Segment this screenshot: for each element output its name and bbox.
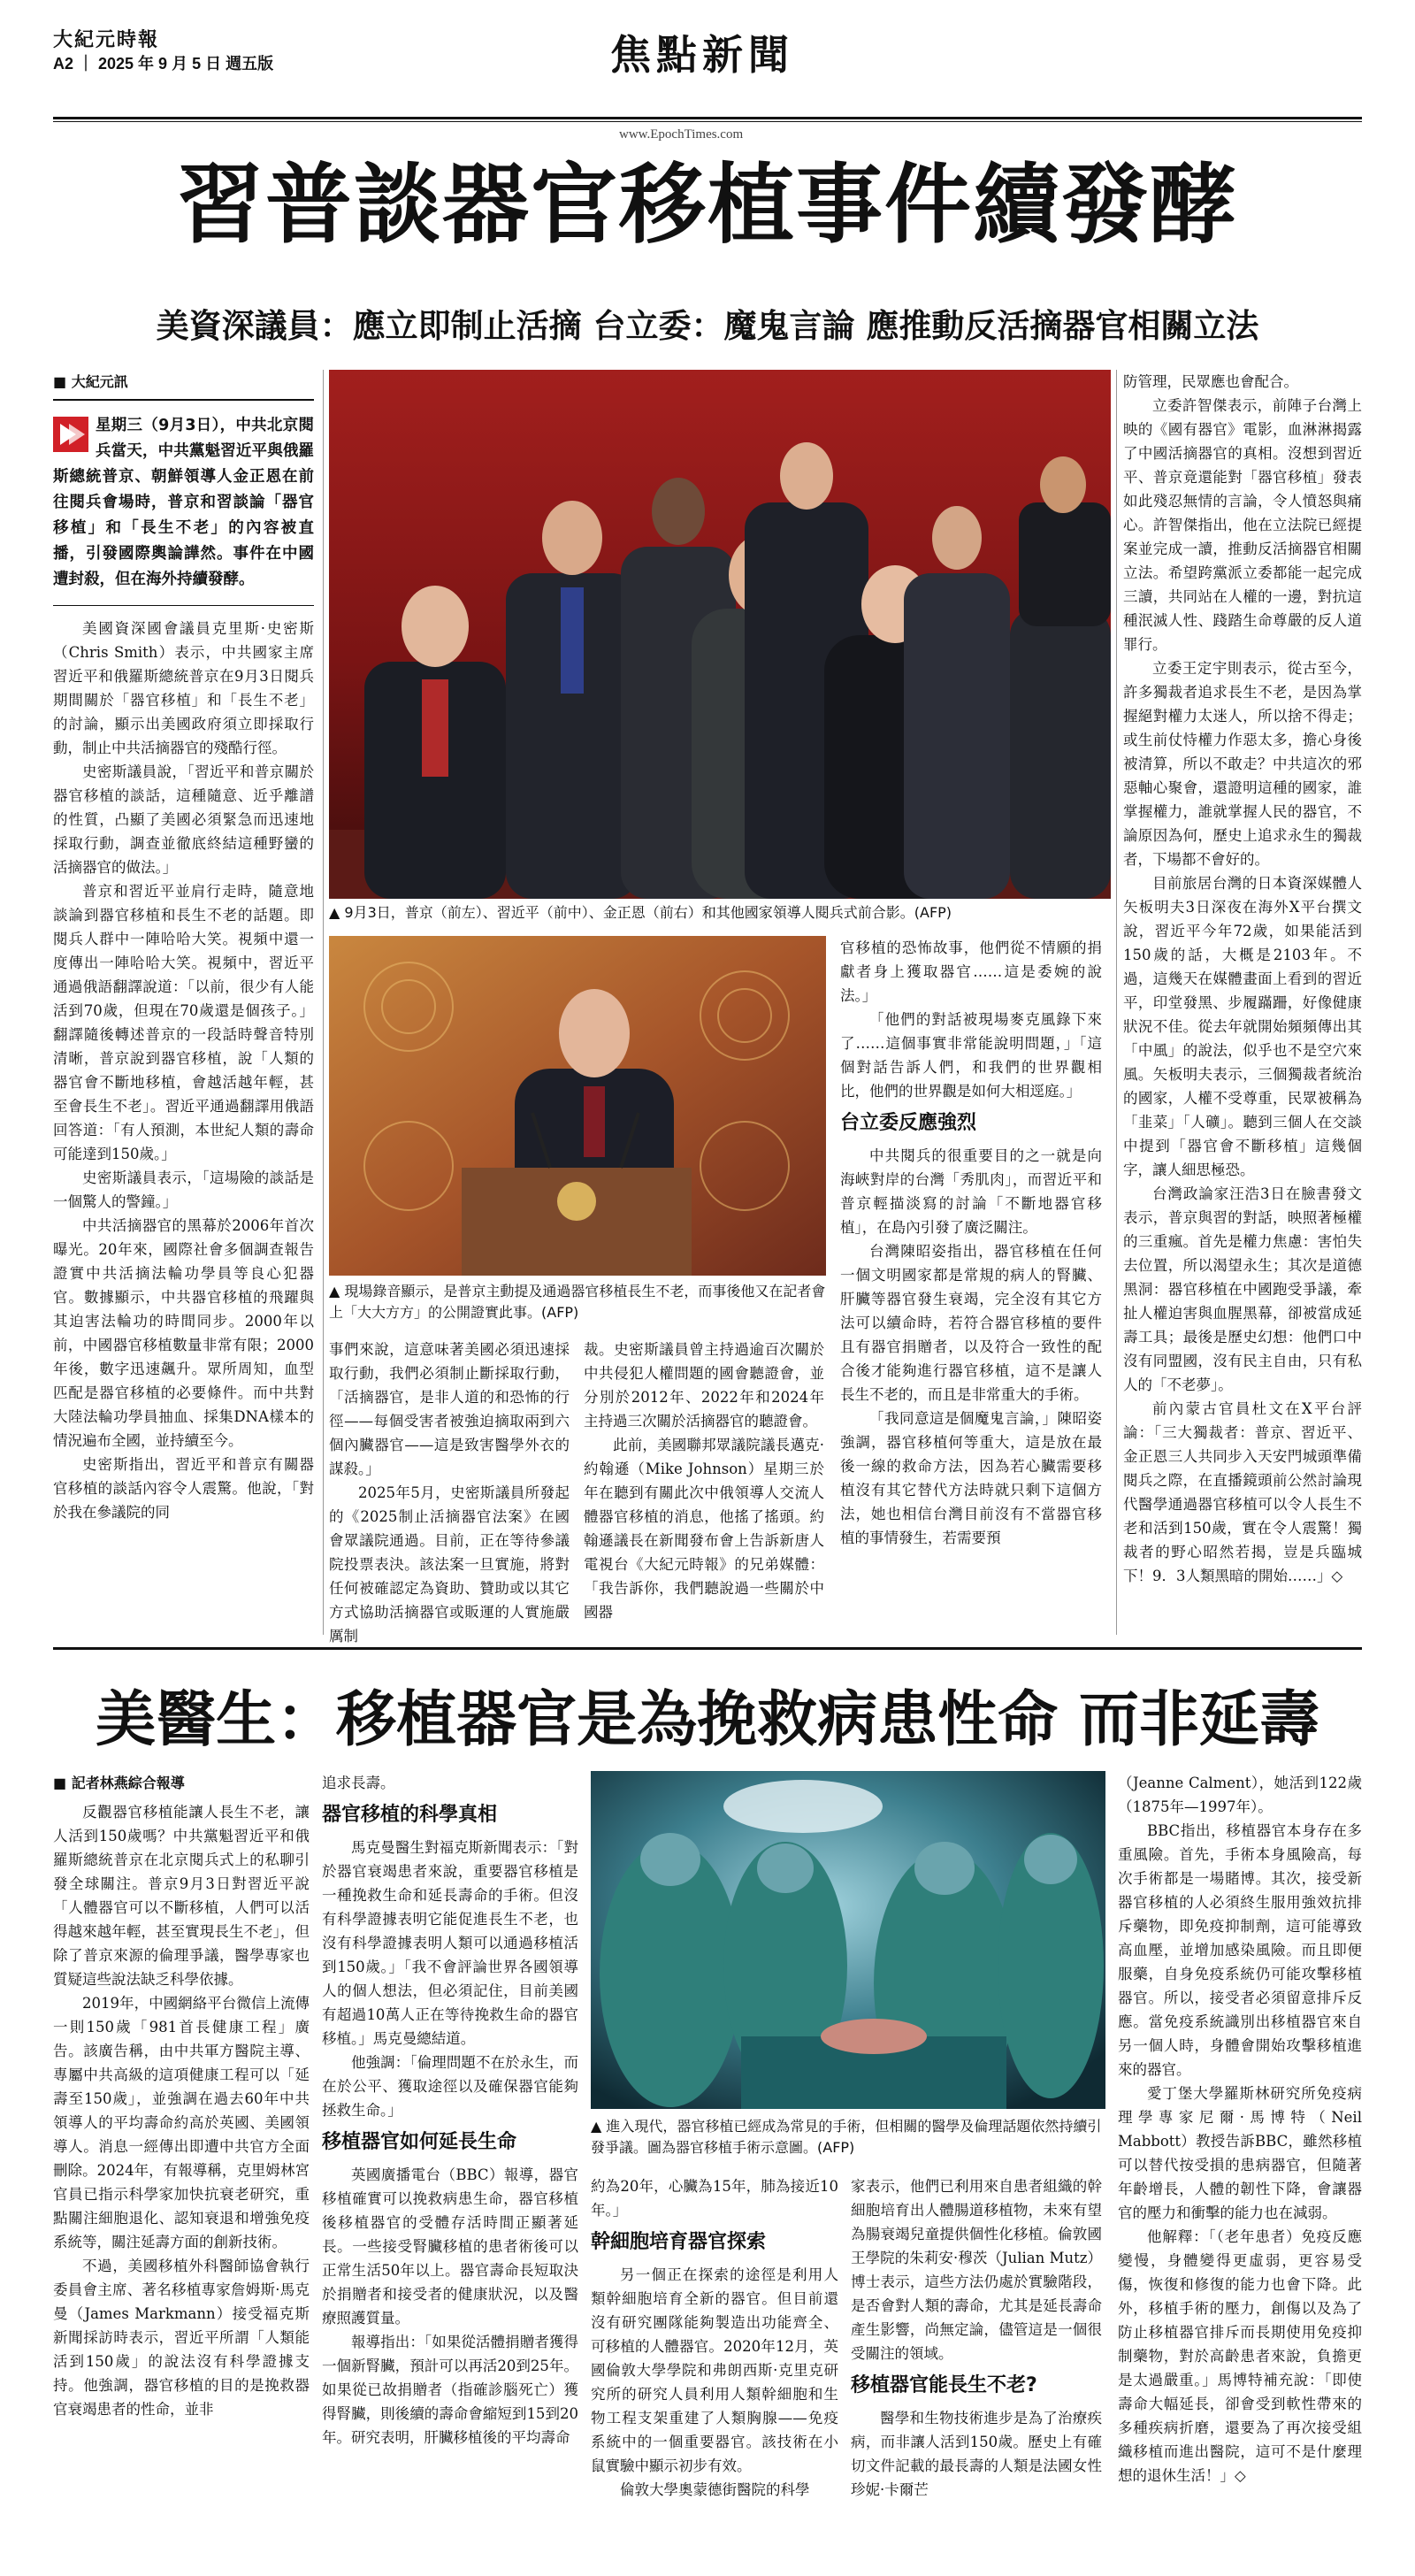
headline-main: 習普談器官移植事件續發酵 <box>176 154 1238 256</box>
paragraph: 史密斯議員說，「習近平和普京關於器官移植的談話，這種隨意、近乎離譜的性質，凸顯了美國必須緊急而迅速地採取行動，調查並徹底終結這種野蠻的活摘器官的做法。」 <box>53 763 314 876</box>
surgery-photo <box>591 1771 1105 2109</box>
masthead-rule <box>53 117 1362 119</box>
paragraph: 他強調：「倫理問題不在於永生，而在於公平、獲取途徑以及確保器官能夠拯救生命。」 <box>322 2054 578 2119</box>
story1-right-column <box>1123 370 1362 1588</box>
story-divider <box>53 1647 1362 1650</box>
paragraph: 另一個正在探索的途徑是利用人類幹細胞培育全新的器官。但目前還沒有研究團隊能夠製造出功能齊全、可移植的人體器官。2020年12月，英國倫敦大學學院和弗朗西斯·克里克研究所的研究人員利用人類幹細胞和生物工程支架重建了人類胸腺——免疫系統中的一個重要器官。該技術在小鼠實驗中顯示初步有效。 <box>591 2266 838 2474</box>
paragraph: 愛丁堡大學羅斯林研究所免疫病理學專家尼爾·馬博特（Neil Mabbott）教授告訴BBC，雖然移植可以替代按受損的患病器官，但隨著年齡增長，人體的韌性下降，會讓器官的壓力和衝擊的能力也在減弱。 <box>1118 2085 1362 2221</box>
paragraph: 2019年，中國網絡平台微信上流傳一則150歲「981首長健康工程」廣告。該廣告稱，由中共軍方醫院主導、專屬中共高級的這項健康工程可以「延壽至150歲」，並強調在過去60年中共領導人的平均壽命約高於英國、美國領導人。消息一經傳出即遭中共官方全面刪除。2024年，有報導稱，克里姆林宮官員已指示科學家加快抗衰老研究，重點關注細胞退化、認知衰退和增強免疫系統等，關注延壽方面的創新技術。 <box>53 1995 310 2250</box>
lede-divider <box>53 605 314 606</box>
story1-left-column <box>53 370 314 1524</box>
subhead-extend: 移植器官如何延長生命 <box>322 2131 517 2153</box>
masthead-rule-thin <box>53 121 1362 122</box>
subhead-stem: 幹細胞培育器官探索 <box>591 2231 767 2253</box>
paragraph: 追求長壽。 <box>322 1775 395 1791</box>
story1-col1-body <box>53 617 314 1524</box>
red-arrow-icon <box>53 417 88 452</box>
headline-second: 美醫生：移植器官是為挽救病患性命 而非延壽 <box>96 1685 1319 1755</box>
paragraph: 中共閱兵的很重要目的之一就是向海峽對岸的台灣「秀肌肉」，而習近平和普京輕描淡寫的討論「不斷地器官移植」，在島內引發了廣泛關注。 <box>840 1147 1102 1236</box>
story2-byline: ■ 記者林燕綜合報導 <box>53 1775 185 1791</box>
paragraph: BBC指出，移植器官本身存在多重風險。首先，手術本身風險高，每次手術都是一場賭博。其次，接受新器官移植的人必須終生服用強效抗排斥藥物，即免疫抑制劑，這可能導致高血壓，並增加感染風險。而且即便服藥，自身免疫系統仍可能攻擊移植器官。所以，接受者必須留意排斥反應。當免疫系統識別出移植器官來自另一個人時，身體會開始攻擊移植進來的器官。 <box>1118 1822 1362 2078</box>
paragraph: 反觀器官移植能讓人長生不老，讓人活到150歲嗎？中共黨魁習近平和俄羅斯總統普京在北京閱兵式上的私聊引發全球關注。普京9月3日對習近平說「人體器官可以不斷移植，人們可以活得越來越年輕，甚至實現長生不老」，但除了普京來源的倫理爭議，醫學專家也質疑這些說法缺乏科學依據。 <box>53 1804 310 1988</box>
paragraph: 史密斯指出，習近平和普京有關器官移植的談話內容令人震驚。他說，「對於我在參議院的同 <box>53 1456 314 1521</box>
story1-lede <box>53 413 314 593</box>
story1-col3 <box>584 1338 824 1624</box>
photo3-caption: ▲ 進入現代，器官移植已經成為常見的手術，但相關的醫學及倫理話題依然持續引發爭議。圖為器官移植手術示意圖。(AFP) <box>591 2118 1102 2156</box>
column-rule <box>323 370 324 1635</box>
paper-name: 大紀元時報 <box>53 28 160 51</box>
paragraph: 美國資深國會議員克里斯·史密斯（Chris Smith）表示，中共國家主席習近平和俄羅斯總統普京在9月3日閱兵期間關於「器官移植」和「長生不老」的討論，顯示出美國政府須立即採取行動，制止中共活摘器官的殘酷行徑。 <box>53 620 314 756</box>
subhead-taiwan: 台立委反應強烈 <box>840 1112 977 1134</box>
photo2-caption: ▲ 現場錄音顯示，是普京主動提及通過器官移植長生不老，而事後他又在記者會上「大大方方」的公開證實此事。(AFP) <box>329 1283 826 1321</box>
paragraph: 約為20年，心臟為15年，肺為接近10年。」 <box>591 2178 838 2219</box>
paragraph: 此前，美國聯邦眾議院議長邁克·約翰遜（Mike Johnson）星期三於年在聽到有關此次中俄領導人交流人體器官移植的消息，他搖了搖頭。約翰遜議長在新聞發布會上告訴新唐人電視台《大紀元時報》的兄弟媒體：「我告訴你，我們聽說過一些關於中國器 <box>584 1437 824 1621</box>
paragraph: 史密斯議員表示，「這場險的談話是一個驚人的警鐘。」 <box>53 1169 314 1210</box>
paragraph: 報導指出：「如果從活體捐贈者獲得一個新腎臟，預計可以再活20到25年。如果從已故捐贈者（指確診腦死亡）獲得腎臟，則後續的壽命會縮短到15到20年。研究表明，肝臟移植後的平均壽命 <box>322 2334 578 2446</box>
paragraph: 普京和習近平並肩行走時，隨意地談論到器官移植和長生不老的話題。即閱兵人群中一陣哈哈大笑。視頻中還一度傳出一陣哈哈大笑。視頻中，習近平通過俄語翻譯說道：「以前，很少有人能活到70歲，但現在70歲還是個孩子。」翻譯隨後轉述普京的一段話時聲音特別清晰，普京說到器官移植，說「人類的器官會不斷地移植，會越活越年輕，甚至會長生不老」。習近平通過翻譯用俄語回答道：「有人預測，本世紀人類的壽命可能達到150歲。」 <box>53 883 314 1162</box>
paragraph: 官移植的恐怖故事，他們從不情願的捐獻者身上獲取器官……這是委婉的說法。」 <box>840 939 1102 1004</box>
paragraph: 目前旅居台灣的日本資深媒體人矢板明夫3日深夜在海外X平台撰文說，習近平今年72歲，如果能活到150歲的話，大概是2103年。不過，這幾天在媒體畫面上看到的習近平，印堂發黑、步履蹣跚，好像健康狀況不佳。從去年就開始頻頻傳出其「中風」的說法，似乎也不是空穴來風。矢板明夫表示，三個獨裁者統治的國家，人權不受尊重，民眾被稱為「韭菜」「人礦」。聽到三個人在交談中提到「器官會不斷移植」這幾個字，讓人細思極恐。 <box>1123 875 1362 1178</box>
paragraph: 他解釋：「（老年患者）免疫反應變慢，身體變得更虛弱，更容易受傷，恢復和修復的能力也會下降。此外，移植手術的壓力，創傷以及為了防止移植器官排斥而長期使用免疫抑制藥物，對於高齡患者來說，負擔更是太過嚴重。」馬博特補充說：「即使壽命大幅延長，卻會受到軟性帶來的多種疾病折磨，還要為了再次接受組織移植而進出醫院，這可不是什麼理想的退休生活！」◇ <box>1118 2228 1362 2484</box>
paragraph: 台灣政論家汪浩3日在臉書發文表示，普京與習的對話，映照著極權的三重瘋。首先是權力焦慮：害怕失去位置，所以渴望永生；其次是道德黑洞：器官移植在中國跑受爭議，牽扯人權迫害與血腥黑幕，卻被當成延壽工具；最後是歷史幻想：他們口中沒有同盟國，沒有民主自由，只有私人的「不老夢」。 <box>1123 1185 1362 1393</box>
story2-col2 <box>322 1771 578 2450</box>
paragraph: 台灣陳昭姿指出，器官移植在任何一個文明國家都是常規的病人的腎臟、肝臟等器官發生衰竭，完全沒有其它方法可以續命時，若符合器官移植的要件且有器官捐贈者，以及符合一致性的配合後才能夠進行器官移植，這不是讓人長生不老的，而且是非常重大的手術。 <box>840 1243 1102 1403</box>
subhead-longevity: 移植器官能長生不老? <box>851 2374 1037 2396</box>
paragraph: 中共活摘器官的黑幕於2006年首次曝光。20年來，國際社會多個調查報告證實中共活摘法輪功學員等良心犯器官。數據顯示，中共器官移植的飛躍與其迫害法輪功的時間同步。2000年以前，中國器官移植數量非常有限；2000年後，數字迅速飆升。眾所周知，血型匹配是器官移植的必要條件。而中共對大陸法輪功學員抽血、採集DNA樣本的情況遍布全國，並持續至今。 <box>53 1217 314 1449</box>
story2-col4 <box>851 2174 1102 2502</box>
paragraph: 不過，美國移植外科醫師協會執行委員會主席、著名移植專家詹姆斯·馬克曼（James Markmann）接受福克斯新聞採訪時表示，習近平所謂「人類能活到150歲」的說法沒有科學證據支持。他強調，器官移植的目的是挽救器官衰竭患者的性命，並非 <box>53 2258 310 2418</box>
story1-byline: ■ 大紀元訊 <box>53 370 314 401</box>
paragraph: （Jeanne Calment），她活到122歲（1875年—1997年）。 <box>1118 1775 1362 1815</box>
paragraph: 事們來說，這意味著美國必須迅速採取行動，我們必須制止斷採取行動，「活摘器官，是非人道的和恐怖的行徑——每個受害者被強迫摘取兩到六個內臟器官——這是致害醫學外衣的謀殺。」 <box>329 1341 570 1477</box>
photo1-caption: ▲ 9月3日，普京（前左）、習近平（前中）、金正恩（前右）和其他國家領導人閱兵式前合影。(AFP) <box>329 904 952 921</box>
page-meta: A2 ｜ 2025 年 9 月 5 日 週五版 <box>53 55 274 73</box>
story2-col5 <box>1118 1771 1362 2488</box>
paragraph: 前內蒙古官員杜文在X平台評論：「三大獨裁者：普京、習近平、金正恩三人共同步入天安門城頭準備閱兵之際，在直播鏡頭前公然討論現代醫學通過器官移植可以令人長生不老和活到150歲，實在令人震驚！獨裁者的野心昭然若揭，豈是兵臨城下！9．3人類黑暗的開始……」◇ <box>1123 1400 1362 1584</box>
section-title: 焦點新聞 <box>610 31 794 79</box>
paragraph: 倫敦大學奧蒙德街醫院的科學 <box>620 2481 810 2498</box>
story2-col1 <box>53 1771 310 2421</box>
leaders-group-photo <box>329 370 1111 899</box>
site-url[interactable]: www.EpochTimes.com <box>619 127 744 142</box>
paragraph: 防管理，民眾應也會配合。 <box>1123 373 1298 390</box>
paragraph: 2025年5月，史密斯議員所發起的《2025制止活摘器官法案》在國會眾議院通過。目前，正在等待參議院投票表決。該法案一旦實施，將對任何被確認定為資助、贊助或以其它方式協助活摘器官或販運的人實施嚴厲制 <box>329 1484 570 1644</box>
story2-col3 <box>591 2174 838 2502</box>
paragraph: 立委王定宇則表示，從古至今，許多獨裁者追求長生不老，是因為掌握絕對權力太迷人，所以捨不得走；或生前仗恃權力作惡太多，擔心身後被清算，所以不敢走？中共這次的邪惡軸心聚會，還證明這種的國家，誰掌握權力，誰就掌握人民的器官，不論原因為何，歷史上追求永生的獨裁者，下場都不會好的。 <box>1123 660 1362 868</box>
putin-podium-photo <box>329 936 826 1276</box>
paragraph: 馬克曼醫生對福克斯新聞表示：「對於器官衰竭患者來說，重要器官移植是一種挽救生命和延長壽命的手術。但沒有科學證據表明它能促進長生不老，也沒有科學證據表明人類可以通過移植活到150歲。」「我不會評論世界各國領導人的個人想法，但必須記住，目前美國有超過10萬人正在等待挽救生命的器官移植。」馬克曼總結道。 <box>322 1839 578 2047</box>
lede-text: 星期三（9月3日），中共北京閱兵當天，中共黨魁習近平與俄羅斯總統普京、朝鮮領導人金正恩在前往閱兵會場時，普京和習談論「器官移植」和「長生不老」的內容被直播，引發國際輿論譁然。事件在中國遭封殺，但在海外持續發酵。 <box>53 417 314 588</box>
story1-col4 <box>840 936 1102 1550</box>
paragraph: 醫學和生物技術進步是為了治療疾病，而非讓人活到150歲。歷史上有確切文件記載的最長壽的人類是法國女性珍妮·卡爾芒 <box>851 2410 1102 2498</box>
story1-col2 <box>329 1338 570 1648</box>
subheadline: 美資深議員：應立即制止活摘 台立委：魔鬼言論 應推動反活摘器官相關立法 <box>156 307 1259 345</box>
subhead-science: 器官移植的科學真相 <box>322 1804 498 1826</box>
column-rule-right <box>1116 370 1117 1635</box>
paragraph: 「我同意這是個魔鬼言論，」陳昭姿強調，器官移植何等重大，這是放在最後一線的救命方法，因為若心臟需要移植沒有其它替代方法時就只剩下這個方法，她也相信台灣目前沒有不當器官移植的事情發生，若需要預 <box>840 1410 1102 1546</box>
paragraph: 裁。史密斯議員曾主持過逾百次關於中共侵犯人權問題的國會聽證會，並分別於2012年、2022年和2024年主持過三次關於活摘器官的聽證會。 <box>584 1341 824 1430</box>
paragraph: 家表示，他們已利用來自患者組織的幹細胞培育出人體腸道移植物，未來有望為腸衰竭兒童提供個性化移植。倫敦國王學院的朱莉安·穆茨（Julian Mutz）博士表示，這些方法仍處於實驗階段，是否會對人類的壽命，尤其是延長壽命產生影響，尚無定論，儘管這是一個很受關注的領域。 <box>851 2178 1102 2362</box>
paragraph: 「他們的對話被現場麥克風錄下來了……這個事實非常能說明問題，」「這個對話告訴人們，和我們的世界觀相比，他們的世界觀是如何大相逕庭。」 <box>840 1011 1102 1100</box>
paragraph: 立委許智傑表示，前陣子台灣上映的《國有器官》電影，血淋淋揭露了中國活摘器官的真相。沒想到習近平、普京竟還能對「器官移植」發表如此殘忍無情的言論，令人憤怒與痛心。許智傑指出，他在立法院已經提案並完成一讀，推動反活摘器官相關立法。希望跨黨派立委都能一起完成三讀，共同站在人權的一邊，對抗這種泯滅人性、踐踏生命尊嚴的反人道罪行。 <box>1123 397 1362 653</box>
paragraph: 英國廣播電台（BBC）報導，器官移植確實可以挽救病患生命，器官移植後移植器官的受體存活時間正顯著延長。一些接受腎臟移植的患者術後可以正常生活50年以上。器官壽命長短取決於捐贈者和接受者的健康狀況，以及醫療照護質量。 <box>322 2166 578 2327</box>
